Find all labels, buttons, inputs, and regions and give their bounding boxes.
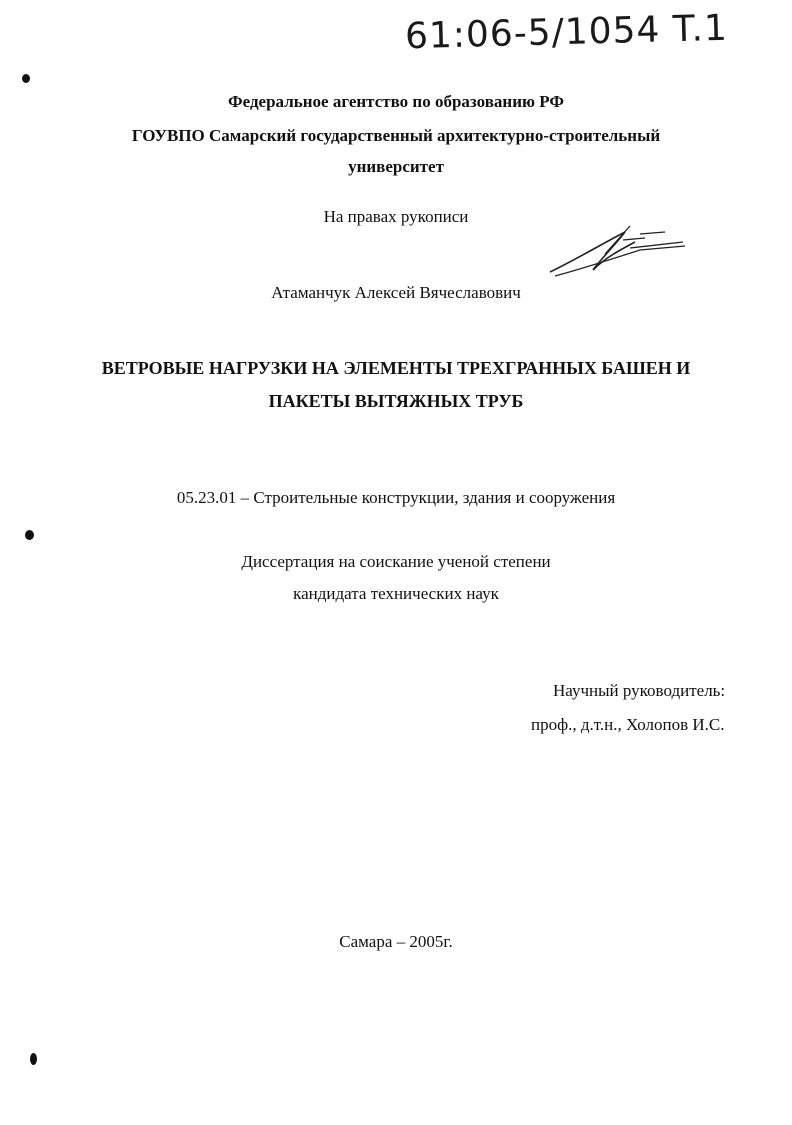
agency-name: Федеральное агентство по образованию РФ xyxy=(228,92,564,111)
specialty-name: Строительные конструкции, здания и сооружения xyxy=(253,488,616,507)
dissertation-title-line2: ПАКЕТЫ ВЫТЯЖНЫХ ТРУБ xyxy=(268,391,524,411)
archive-handwritten-number: 61:06-5/1054 T.1 xyxy=(404,7,729,58)
degree-line1: Диссертация на соискание ученой степени xyxy=(241,552,551,571)
supervisor-name: проф., д.т.н., Холопов И.С. xyxy=(531,715,725,734)
manuscript-note: На правах рукописи xyxy=(323,207,469,226)
specialty-code: 05.23.01 – xyxy=(176,488,250,507)
place-and-year: Самара – 2005г. xyxy=(339,932,453,951)
scan-mark-top xyxy=(22,74,30,83)
degree-line2: кандидата технических наук xyxy=(293,584,499,603)
scan-mark-bottom xyxy=(30,1053,37,1065)
specialty xyxy=(0,488,792,508)
author-name: Атаманчук Алексей Вячеславович xyxy=(271,283,521,302)
scan-mark-middle xyxy=(25,530,34,540)
university-name-line2: университет xyxy=(348,157,444,176)
supervisor-label: Научный руководитель: xyxy=(553,681,726,700)
signature xyxy=(545,220,690,285)
university-name-line1: ГОУВПО Самарский государственный архитектурно-строительный xyxy=(131,126,661,145)
dissertation-title-line1: ВЕТРОВЫЕ НАГРУЗКИ НА ЭЛЕМЕНТЫ ТРЕХГРАННЫХ БАШЕН И xyxy=(101,358,691,378)
